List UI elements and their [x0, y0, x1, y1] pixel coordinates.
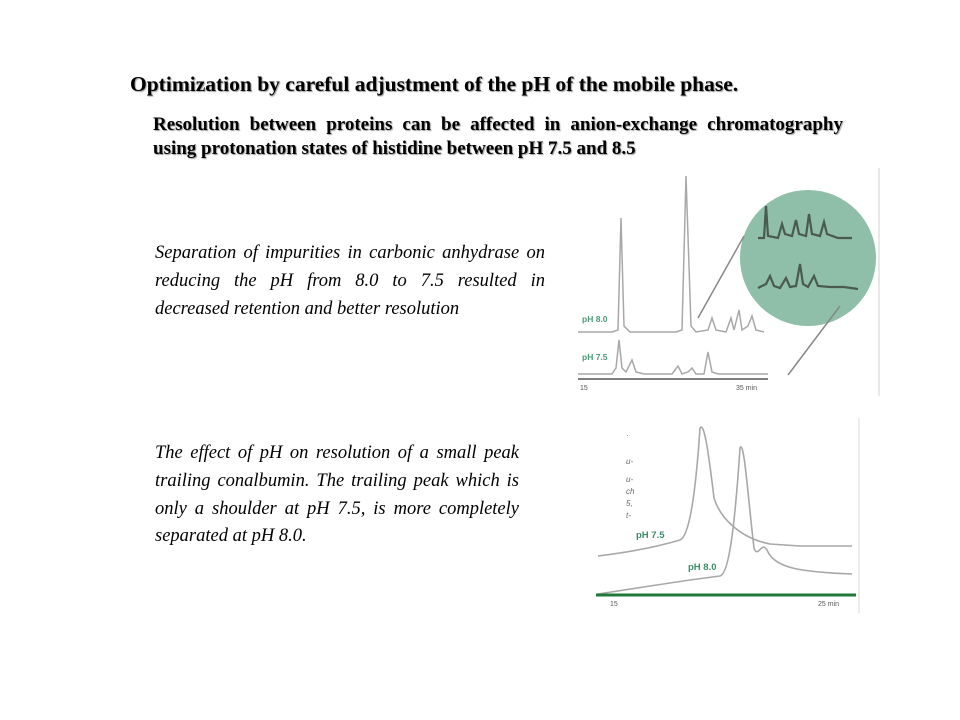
margin-fragment-2: u- [626, 457, 634, 466]
figure2-chromatogram [590, 418, 860, 613]
figure1-svg [568, 168, 880, 396]
margin-fragment-4: ch [626, 487, 635, 496]
figure2-svg [590, 418, 860, 613]
margin-fragment-3: u- [626, 475, 634, 484]
label-ph8: pH 8.0 [688, 562, 717, 573]
label-ph8: pH 8.0 [582, 314, 608, 324]
figure1-caption: Separation of impurities in carbonic anhydrase on reducing the pH from 8.0 to 7.5 resulted in decreased retention and better resolution [155, 243, 545, 319]
label-ph75: pH 7.5 [582, 352, 608, 362]
figure2-axis-start: 15 [610, 601, 618, 608]
margin-fragment-6: t- [626, 511, 631, 520]
figure1-axis-start: 15 [580, 385, 588, 392]
zoom-circle [740, 190, 876, 326]
figure1-axis-end: 35 min [736, 385, 758, 392]
intro-paragraph: Resolution between proteins can be affected in anion-exchange chromatography using protonation states of histidine between pH 7.5 and 8.5 [153, 114, 843, 159]
figure2-axis-end: 25 min [818, 601, 840, 608]
figure2-caption: The effect of pH on resolution of a small peak trailing conalbumin. The trailing peak which is only a shoulder at pH 7.5, is more completely separated at pH 8.0. [155, 443, 519, 547]
slide-title: Optimization by careful adjustment of the pH of the mobile phase. [130, 72, 739, 96]
margin-fragment-5: 5, [626, 499, 633, 508]
margin-fragment-1: · [626, 431, 629, 440]
figure1-chromatogram [568, 168, 880, 396]
label-ph75: pH 7.5 [636, 530, 665, 541]
